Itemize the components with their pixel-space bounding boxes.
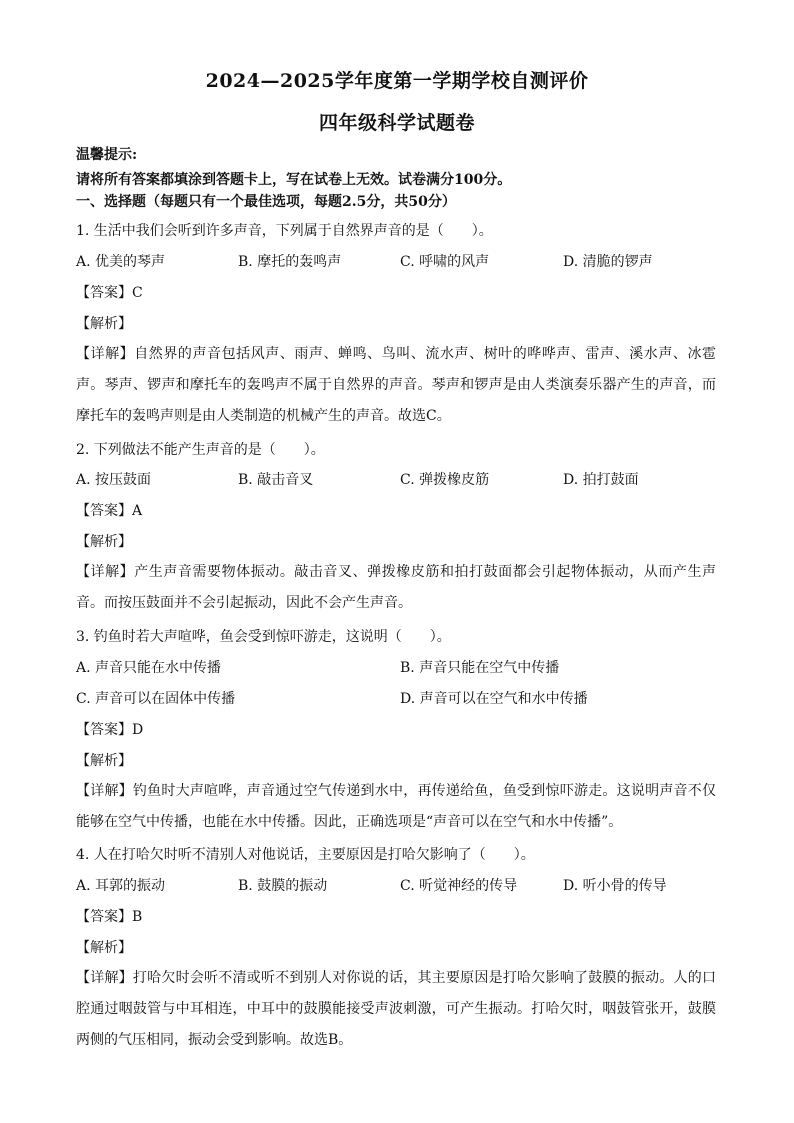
notice-heading: 温馨提示: bbox=[76, 147, 138, 163]
question-3-option-a: A. 声音只能在水中传播 bbox=[76, 660, 222, 676]
question-3-analysis-label: 【解析】 bbox=[76, 753, 132, 769]
question-4-option-b: B. 鼓膜的振动 bbox=[238, 878, 328, 894]
question-1-option-a: A. 优美的琴声 bbox=[76, 254, 166, 270]
question-1-detail: 【详解】自然界的声音包括风声、雨声、蝉鸣、鸟叫、流水声、树叶的哗哗声、雷声、溪水声、冰雹声。琴声、锣声和摩托车的轰鸣声不属于自然界的声音。琴声和锣声是由人类演奏乐器产生的声音，而摩托车的轰鸣声则是由人类制造的机械产生的声音。故选C。 bbox=[76, 346, 716, 424]
question-1-option-b: B. 摩托的轰鸣声 bbox=[238, 254, 342, 270]
question-3-option-b: B. 声音只能在空气中传播 bbox=[400, 660, 560, 676]
question-4-stem: 4. 人在打哈欠时听不清别人对他说话，主要原因是打哈欠影响了（ ）。 bbox=[76, 847, 535, 863]
exam-title: 2024—2025学年度第一学期学校自测评价 bbox=[205, 70, 589, 92]
question-4-option-a: A. 耳郭的振动 bbox=[76, 878, 166, 894]
question-4-analysis-label: 【解析】 bbox=[76, 940, 132, 956]
question-3-stem: 3. 钓鱼时若大声喧哗，鱼会受到惊吓游走，这说明（ ）。 bbox=[76, 629, 451, 645]
question-1-answer: 【答案】C bbox=[76, 285, 143, 301]
question-3-option-c: C. 声音可以在固体中传播 bbox=[76, 691, 236, 707]
question-3-answer: 【答案】D bbox=[76, 722, 144, 738]
question-3-option-d: D. 声音可以在空气和水中传播 bbox=[400, 691, 588, 707]
question-4-option-c: C. 听觉神经的传导 bbox=[400, 878, 518, 894]
question-2-option-d: D. 拍打鼓面 bbox=[563, 472, 639, 488]
question-1-option-d: D. 清脆的锣声 bbox=[563, 254, 653, 270]
question-1-option-c: C. 呼啸的风声 bbox=[400, 254, 490, 270]
question-2-detail: 【详解】产生声音需要物体振动。敲击音叉、弹拨橡皮筋和拍打鼓面都会引起物体振动，从而产生声音。而按压鼓面并不会引起振动，因此不会产生声音。 bbox=[76, 564, 716, 611]
section-heading: 一、选择题（每题只有一个最佳选项，每题2.5分，共50分） bbox=[76, 194, 456, 210]
question-3-detail: 【详解】钓鱼时大声喧哗，声音通过空气传递到水中，再传递给鱼，鱼受到惊吓游走。这说明声音不仅能够在空气中传播，也能在水中传播。因此，正确选项是“声音可以在空气和水中传播”。 bbox=[76, 783, 716, 830]
question-2-stem: 2. 下列做法不能产生声音的是（ ）。 bbox=[76, 442, 325, 458]
notice-text: 请将所有答案都填涂到答题卡上，写在试卷上无效。试卷满分100分。 bbox=[76, 172, 512, 188]
question-4-answer: 【答案】B bbox=[76, 909, 143, 925]
question-1-analysis-label: 【解析】 bbox=[76, 316, 132, 332]
question-1-stem: 1. 生活中我们会听到许多声音，下列属于自然界声音的是（ ）。 bbox=[76, 223, 493, 239]
exam-subtitle: 四年级科学试题卷 bbox=[318, 112, 475, 134]
question-4-detail: 【详解】打哈欠时会听不清或听不到别人对你说的话，其主要原因是打哈欠影响了鼓膜的振动。人的口腔通过咽鼓管与中耳相连，中耳中的鼓膜能接受声波刺激，可产生振动。打哈欠时，咽鼓管张开，鼓膜两侧的气压相同，振动会受到影响。故选B。 bbox=[76, 970, 716, 1048]
question-2-analysis-label: 【解析】 bbox=[76, 534, 132, 550]
question-2-answer: 【答案】A bbox=[76, 503, 143, 519]
question-4-option-d: D. 听小骨的传导 bbox=[563, 878, 667, 894]
question-2-option-c: C. 弹拨橡皮筋 bbox=[400, 472, 490, 488]
question-2-option-b: B. 敲击音叉 bbox=[238, 472, 314, 488]
question-2-option-a: A. 按压鼓面 bbox=[76, 472, 152, 488]
